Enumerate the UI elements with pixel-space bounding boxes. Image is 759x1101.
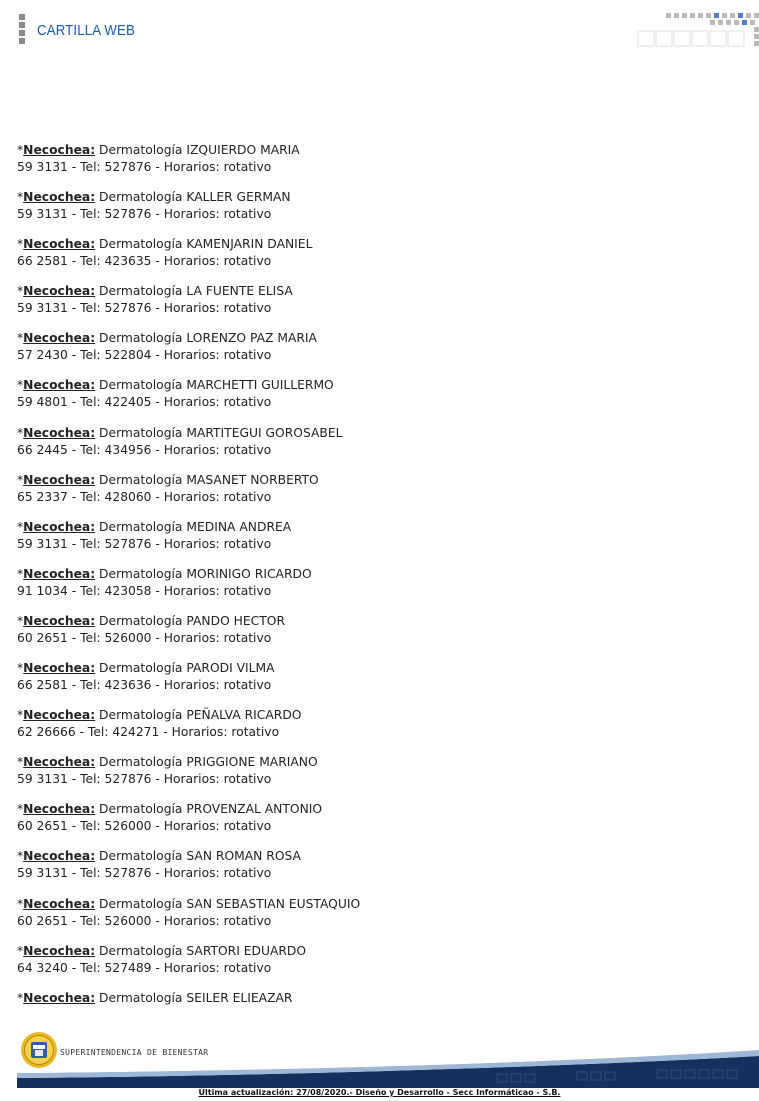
entry-heading: [17, 801, 737, 818]
entry-heading: [17, 425, 737, 442]
list-item: [17, 330, 737, 377]
entry-prefix: *: [17, 849, 24, 864]
list-item: [17, 566, 737, 613]
entry-specialty-name: Dermatología SEILER ELIEAZAR: [95, 990, 293, 1005]
entry-specialty-name: Dermatología LORENZO PAZ MARIA: [95, 331, 317, 346]
entry-city: Necochea:: [23, 331, 96, 346]
entry-details: 66 2581 - Tel: 423636 - Horarios: rotativo: [17, 678, 272, 693]
list-item: [17, 613, 737, 660]
entry-prefix: *: [17, 755, 24, 770]
entry-prefix: *: [17, 708, 24, 723]
entry-city: Necochea:: [23, 943, 96, 958]
entry-heading: [17, 613, 737, 630]
entry-heading: [17, 283, 737, 300]
entry-specialty-name: Dermatología MARCHETTI GUILLERMO: [95, 378, 334, 393]
entry-heading: [17, 990, 737, 1007]
entry-specialty-name: Dermatología MEDINA ANDREA: [95, 519, 292, 534]
entry-specialty-name: Dermatología KALLER GERMAN: [95, 190, 291, 205]
entry-heading: [17, 472, 737, 489]
entry-prefix: *: [17, 331, 24, 346]
list-item: [17, 896, 737, 943]
entry-prefix: *: [17, 425, 24, 440]
entry-details: 91 1034 - Tel: 423058 - Horarios: rotativo: [17, 583, 272, 598]
entry-details: 62 26666 - Tel: 424271 - Horarios: rotativo: [17, 725, 280, 740]
entry-specialty-name: Dermatología PARODI VILMA: [95, 661, 275, 676]
entry-heading: [17, 754, 737, 771]
entry-heading: [17, 519, 737, 536]
header-bar-icon: [19, 14, 25, 46]
entry-specialty-name: Dermatología PANDO HECTOR: [95, 613, 286, 628]
entry-specialty-name: Dermatología MARTITEGUI GOROSABEL: [95, 425, 343, 440]
entry-city: Necochea:: [23, 519, 96, 534]
entry-city: Necochea:: [23, 472, 96, 487]
entry-details: 59 3131 - Tel: 527876 - Horarios: rotativo: [17, 866, 272, 881]
entry-city: Necochea:: [23, 237, 96, 252]
list-item: [17, 189, 737, 236]
organization-name: SUPERINTENDENCIA DE BIENESTAR: [60, 1048, 209, 1057]
list-item: [17, 754, 737, 801]
entry-prefix: *: [17, 661, 24, 676]
list-item: [17, 425, 737, 472]
entry-details: 66 2445 - Tel: 434956 - Horarios: rotativo: [17, 442, 272, 457]
entry-specialty-name: Dermatología IZQUIERDO MARIA: [95, 143, 300, 157]
entry-details: 59 3131 - Tel: 527876 - Horarios: rotativo: [17, 772, 272, 787]
list-item: [17, 472, 737, 519]
entry-heading: [17, 660, 737, 677]
entry-city: Necochea:: [23, 378, 96, 393]
entry-prefix: *: [17, 896, 24, 911]
entry-specialty-name: Dermatología SAN ROMAN ROSA: [95, 849, 301, 864]
entry-prefix: *: [17, 519, 24, 534]
entry-prefix: *: [17, 566, 24, 581]
entry-city: Necochea:: [23, 613, 96, 628]
entry-city: Necochea:: [23, 802, 96, 817]
entry-city: Necochea:: [23, 661, 96, 676]
list-item: [17, 142, 737, 189]
entry-heading: [17, 707, 737, 724]
entry-city: Necochea:: [23, 284, 96, 299]
page-title: CARTILLA WEB: [37, 22, 135, 39]
page-header: [0, 0, 759, 60]
organization-seal-icon: [20, 1031, 58, 1069]
list-item: [17, 801, 737, 848]
entry-details: 65 2337 - Tel: 428060 - Horarios: rotativo: [17, 489, 272, 504]
entry-specialty-name: Dermatología PEÑALVA RICARDO: [95, 708, 302, 723]
entry-details: 66 2581 - Tel: 423635 - Horarios: rotativo: [17, 254, 272, 269]
entry-city: Necochea:: [23, 755, 96, 770]
entry-details: 59 3131 - Tel: 527876 - Horarios: rotativo: [17, 160, 272, 174]
list-item: [17, 848, 737, 895]
entry-city: Necochea:: [23, 190, 96, 205]
header-squares-icon: [636, 12, 759, 48]
entry-details: 60 2651 - Tel: 526000 - Horarios: rotativo: [17, 630, 272, 645]
entry-heading: [17, 377, 737, 394]
entry-details: 59 4801 - Tel: 422405 - Horarios: rotativo: [17, 395, 272, 410]
page-footer: [0, 1024, 759, 1101]
entry-heading: [17, 943, 737, 960]
entry-prefix: *: [17, 143, 24, 157]
entry-heading: [17, 330, 737, 347]
entry-city: Necochea:: [23, 566, 96, 581]
entry-city: Necochea:: [23, 990, 96, 1005]
entry-heading: [17, 566, 737, 583]
entry-specialty-name: Dermatología PRIGGIONE MARIANO: [95, 755, 318, 770]
entry-details: 59 3131 - Tel: 527876 - Horarios: rotativo: [17, 207, 272, 222]
entry-prefix: *: [17, 378, 24, 393]
entry-city: Necochea:: [23, 849, 96, 864]
list-item: [17, 377, 737, 424]
last-update-note: Última actualización: 27/08/2020.- Diseño y Desarrollo - Secc Informáticao - S.B.: [198, 1088, 561, 1097]
entry-city: Necochea:: [23, 896, 96, 911]
entry-specialty-name: Dermatología MORINIGO RICARDO: [95, 566, 312, 581]
entry-details: 60 2651 - Tel: 526000 - Horarios: rotativo: [17, 819, 272, 834]
list-item: [17, 519, 737, 566]
list-item: [17, 707, 737, 754]
entry-city: Necochea:: [23, 143, 96, 157]
list-item: [17, 283, 737, 330]
entry-details: 64 3240 - Tel: 527489 - Horarios: rotativo: [17, 960, 272, 975]
entry-prefix: *: [17, 284, 24, 299]
entry-details: 59 3131 - Tel: 527876 - Horarios: rotativo: [17, 301, 272, 316]
list-item: [17, 236, 737, 283]
entry-details: 57 2430 - Tel: 522804 - Horarios: rotativo: [17, 348, 272, 363]
entry-specialty-name: Dermatología SAN SEBASTIAN EUSTAQUIO: [95, 896, 361, 911]
entry-prefix: *: [17, 802, 24, 817]
entry-prefix: *: [17, 943, 24, 958]
entry-prefix: *: [17, 990, 24, 1005]
entry-prefix: *: [17, 472, 24, 487]
entry-heading: [17, 848, 737, 865]
provider-list: [17, 142, 737, 1037]
entry-specialty-name: Dermatología LA FUENTE ELISA: [95, 284, 293, 299]
entry-city: Necochea:: [23, 425, 96, 440]
entry-heading: [17, 236, 737, 253]
list-item: [17, 660, 737, 707]
list-item: [17, 943, 737, 990]
entry-prefix: *: [17, 613, 24, 628]
entry-city: Necochea:: [23, 708, 96, 723]
entry-details: 59 3131 - Tel: 527876 - Horarios: rotativo: [17, 536, 272, 551]
entry-specialty-name: Dermatología MASANET NORBERTO: [95, 472, 319, 487]
entry-specialty-name: Dermatología KAMENJARIN DANIEL: [95, 237, 313, 252]
entry-details: 60 2651 - Tel: 526000 - Horarios: rotativo: [17, 913, 272, 928]
entry-heading: [17, 189, 737, 206]
entry-heading: [17, 896, 737, 913]
entry-specialty-name: Dermatología SARTORI EDUARDO: [95, 943, 307, 958]
entry-heading: [17, 142, 737, 159]
entry-prefix: *: [17, 190, 24, 205]
entry-specialty-name: Dermatología PROVENZAL ANTONIO: [95, 802, 323, 817]
entry-prefix: *: [17, 237, 24, 252]
